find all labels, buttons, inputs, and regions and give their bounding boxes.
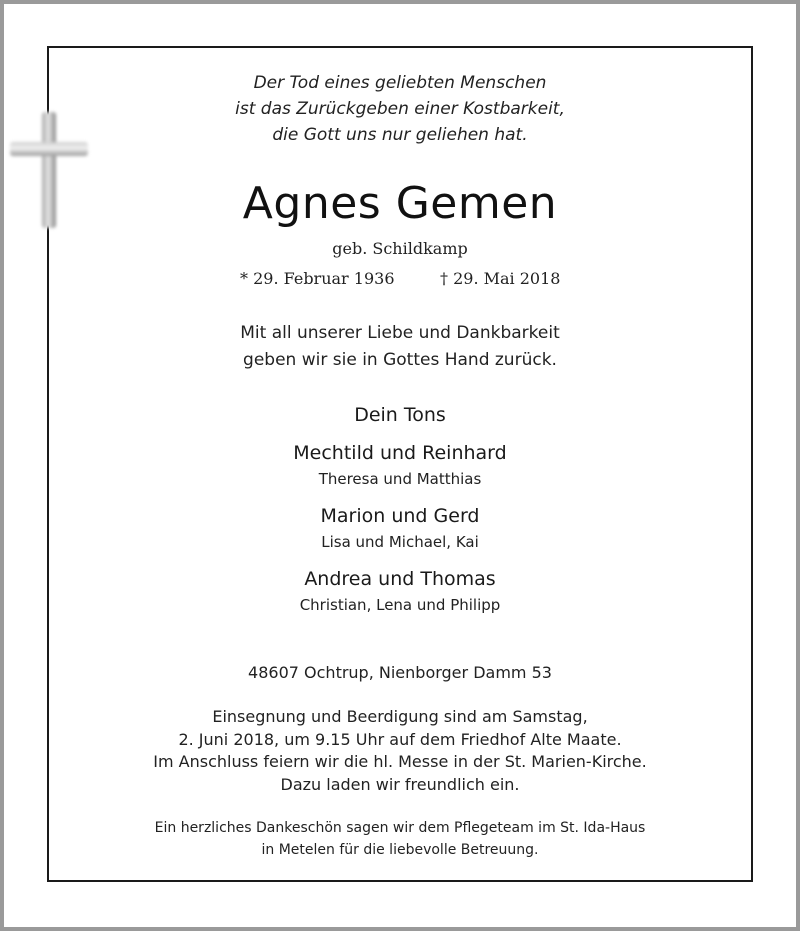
- service-line: Im Anschluss feiern wir die hl. Messe in der St. Marien-Kirche.: [153, 752, 647, 771]
- family-member: Marion und Gerd: [320, 505, 480, 527]
- death-date: † 29. Mai 2018: [440, 269, 561, 288]
- birth-date: * 29. Februar 1936: [240, 269, 395, 288]
- family-children: Lisa und Michael, Kai: [321, 533, 479, 551]
- quote-line: ist das Zurückgeben einer Kostbarkeit,: [235, 99, 565, 119]
- service-line: Dazu laden wir freundlich ein.: [280, 774, 520, 794]
- service-info: [0, 706, 800, 796]
- deceased-name: Agnes Gemen: [242, 178, 558, 229]
- maiden-name: geb. Schildkamp: [332, 239, 468, 258]
- thanks-line: in Metelen für die liebevolle Betreuung.: [261, 842, 539, 858]
- farewell-line: geben wir sie in Gottes Hand zurück.: [243, 350, 557, 370]
- farewell-line: Mit all unserer Liebe und Dankbarkeit: [240, 323, 560, 343]
- family-children: Christian, Lena und Philipp: [299, 596, 501, 614]
- family-children: Theresa und Matthias: [318, 470, 482, 488]
- family-member: Dein Tons: [354, 404, 446, 426]
- address: 48607 Ochtrup, Nienborger Damm 53: [248, 663, 552, 682]
- thanks-line: Ein herzliches Dankeschön sagen wir dem Pflegeteam im St. Ida-Haus: [154, 820, 646, 836]
- service-line: Einsegnung und Beerdigung sind am Samstag,: [212, 707, 588, 726]
- quote: [0, 70, 800, 148]
- quote-line: die Gott uns nur geliehen hat.: [272, 125, 528, 145]
- farewell: [0, 320, 800, 374]
- family-member: Mechtild und Reinhard: [293, 442, 507, 464]
- thanks-note: [0, 817, 800, 861]
- quote-line: Der Tod eines geliebten Menschen: [253, 73, 547, 93]
- family-member: Andrea und Thomas: [304, 568, 496, 590]
- service-line: 2. Juni 2018, um 9.15 Uhr auf dem Friedhof Alte Maate.: [178, 729, 622, 749]
